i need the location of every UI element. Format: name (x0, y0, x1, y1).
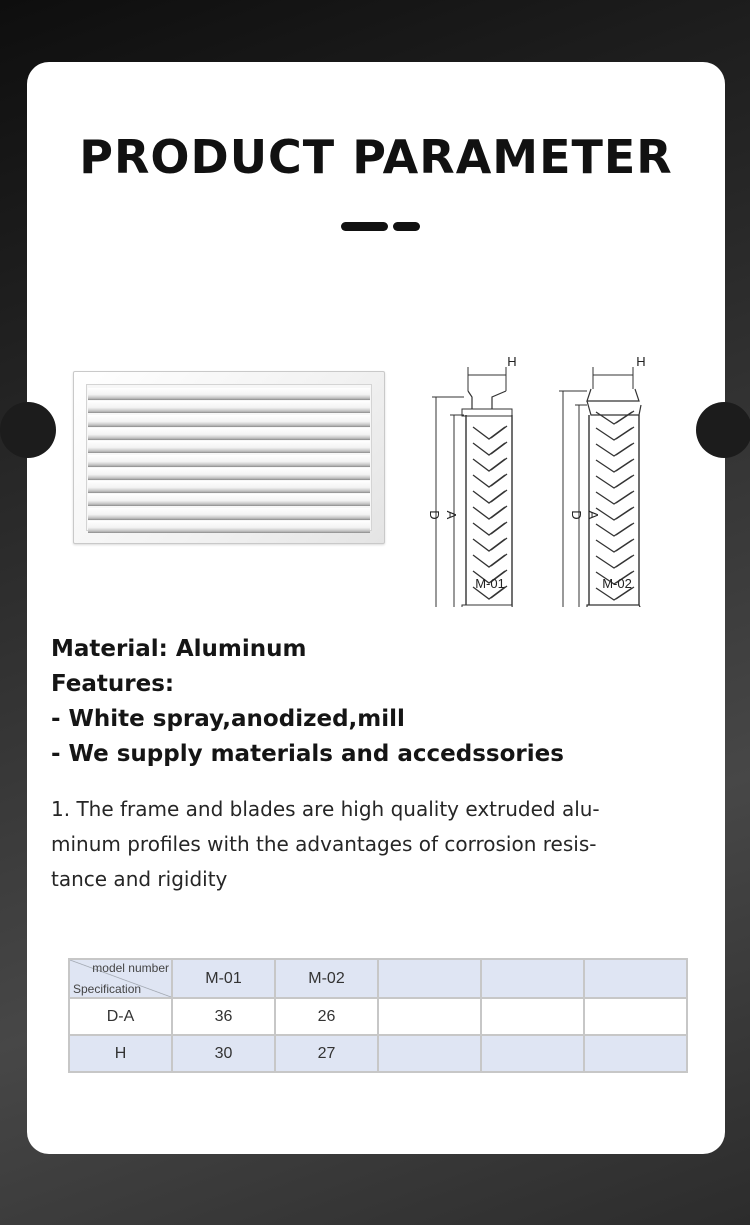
table-header-cell: M-01 (172, 959, 275, 998)
m02-h-label: H (636, 354, 646, 369)
grille-blade (88, 521, 370, 533)
grille-blade (88, 508, 370, 520)
profile-blade (473, 426, 507, 439)
grille-blade (88, 428, 370, 440)
table-row (69, 1035, 687, 1072)
table-corner-cell (69, 959, 172, 998)
table-cell (584, 1035, 687, 1072)
row-label: H (69, 1035, 172, 1072)
m01-a-label: A (444, 510, 459, 520)
profile-blade (596, 475, 634, 488)
table-cell: 26 (275, 998, 378, 1035)
profile-blade (596, 427, 634, 440)
profile-blade (473, 554, 507, 567)
grille-blade (88, 455, 370, 467)
grille-blade (88, 468, 370, 480)
description-line: minum profiles with the advantages of corrosion resis- (51, 832, 597, 856)
profile-blade (596, 411, 634, 424)
left-notch (0, 402, 56, 458)
m02-caption: M-02 (602, 576, 632, 591)
m01-caption: M-01 (475, 576, 505, 591)
spec-list (51, 632, 564, 772)
profile-blade (596, 459, 634, 472)
table-header-cell (584, 959, 687, 998)
table-cell: 30 (172, 1035, 275, 1072)
features-heading: Features: (51, 671, 175, 697)
description-line: tance and rigidity (51, 867, 228, 891)
grille-blade (88, 415, 370, 427)
table-cell (481, 1035, 584, 1072)
m02-a-label: A (586, 510, 601, 520)
feature-item: - White spray,anodized,mill (51, 706, 405, 732)
description-line: 1. The frame and blades are high quality extruded alu- (51, 797, 600, 821)
title-divider-long (341, 222, 388, 231)
grille-blade (88, 441, 370, 453)
corner-specification: Specification (73, 982, 142, 996)
grille-blade (88, 401, 370, 413)
table-header-cell: M-02 (275, 959, 378, 998)
louvre-grille-image (73, 371, 385, 544)
table-row (69, 998, 687, 1035)
profile-blade (473, 442, 507, 455)
profile-blade (596, 523, 634, 536)
profile-blade (473, 506, 507, 519)
product-description (51, 792, 701, 897)
parameter-table (68, 958, 688, 1073)
right-notch (696, 402, 750, 458)
material-line: Material: Aluminum (51, 636, 307, 662)
profile-blade (473, 538, 507, 551)
table-cell (378, 1035, 481, 1072)
profile-blade (473, 490, 507, 503)
grille-blade (88, 494, 370, 506)
table-header-cell (378, 959, 481, 998)
profile-blade (596, 539, 634, 552)
m02-d-label: D (569, 510, 584, 520)
row-label: D-A (69, 998, 172, 1035)
profile-blade (473, 458, 507, 471)
table-cell: 36 (172, 998, 275, 1035)
title-divider-short (393, 222, 420, 231)
table-cell (584, 998, 687, 1035)
m01-h-label: H (507, 354, 517, 369)
profile-blade (473, 474, 507, 487)
grille-blade (88, 481, 370, 493)
table-cell (481, 998, 584, 1035)
m02-profile-diagram (527, 287, 677, 607)
page-title: PRODUCT PARAMETER (79, 130, 673, 184)
m01-d-label: D (427, 510, 442, 520)
table-cell: 27 (275, 1035, 378, 1072)
profile-blade (473, 522, 507, 535)
feature-item: - We supply materials and accedssories (51, 741, 564, 767)
table-cell (378, 998, 481, 1035)
table-header-cell (481, 959, 584, 998)
profile-blade (596, 491, 634, 504)
grille-blade (88, 388, 370, 400)
profile-blade (596, 555, 634, 568)
table-header-row (69, 959, 687, 998)
product-parameter-card (27, 62, 725, 1154)
profile-blade (596, 443, 634, 456)
corner-model-number: model number (92, 961, 169, 975)
